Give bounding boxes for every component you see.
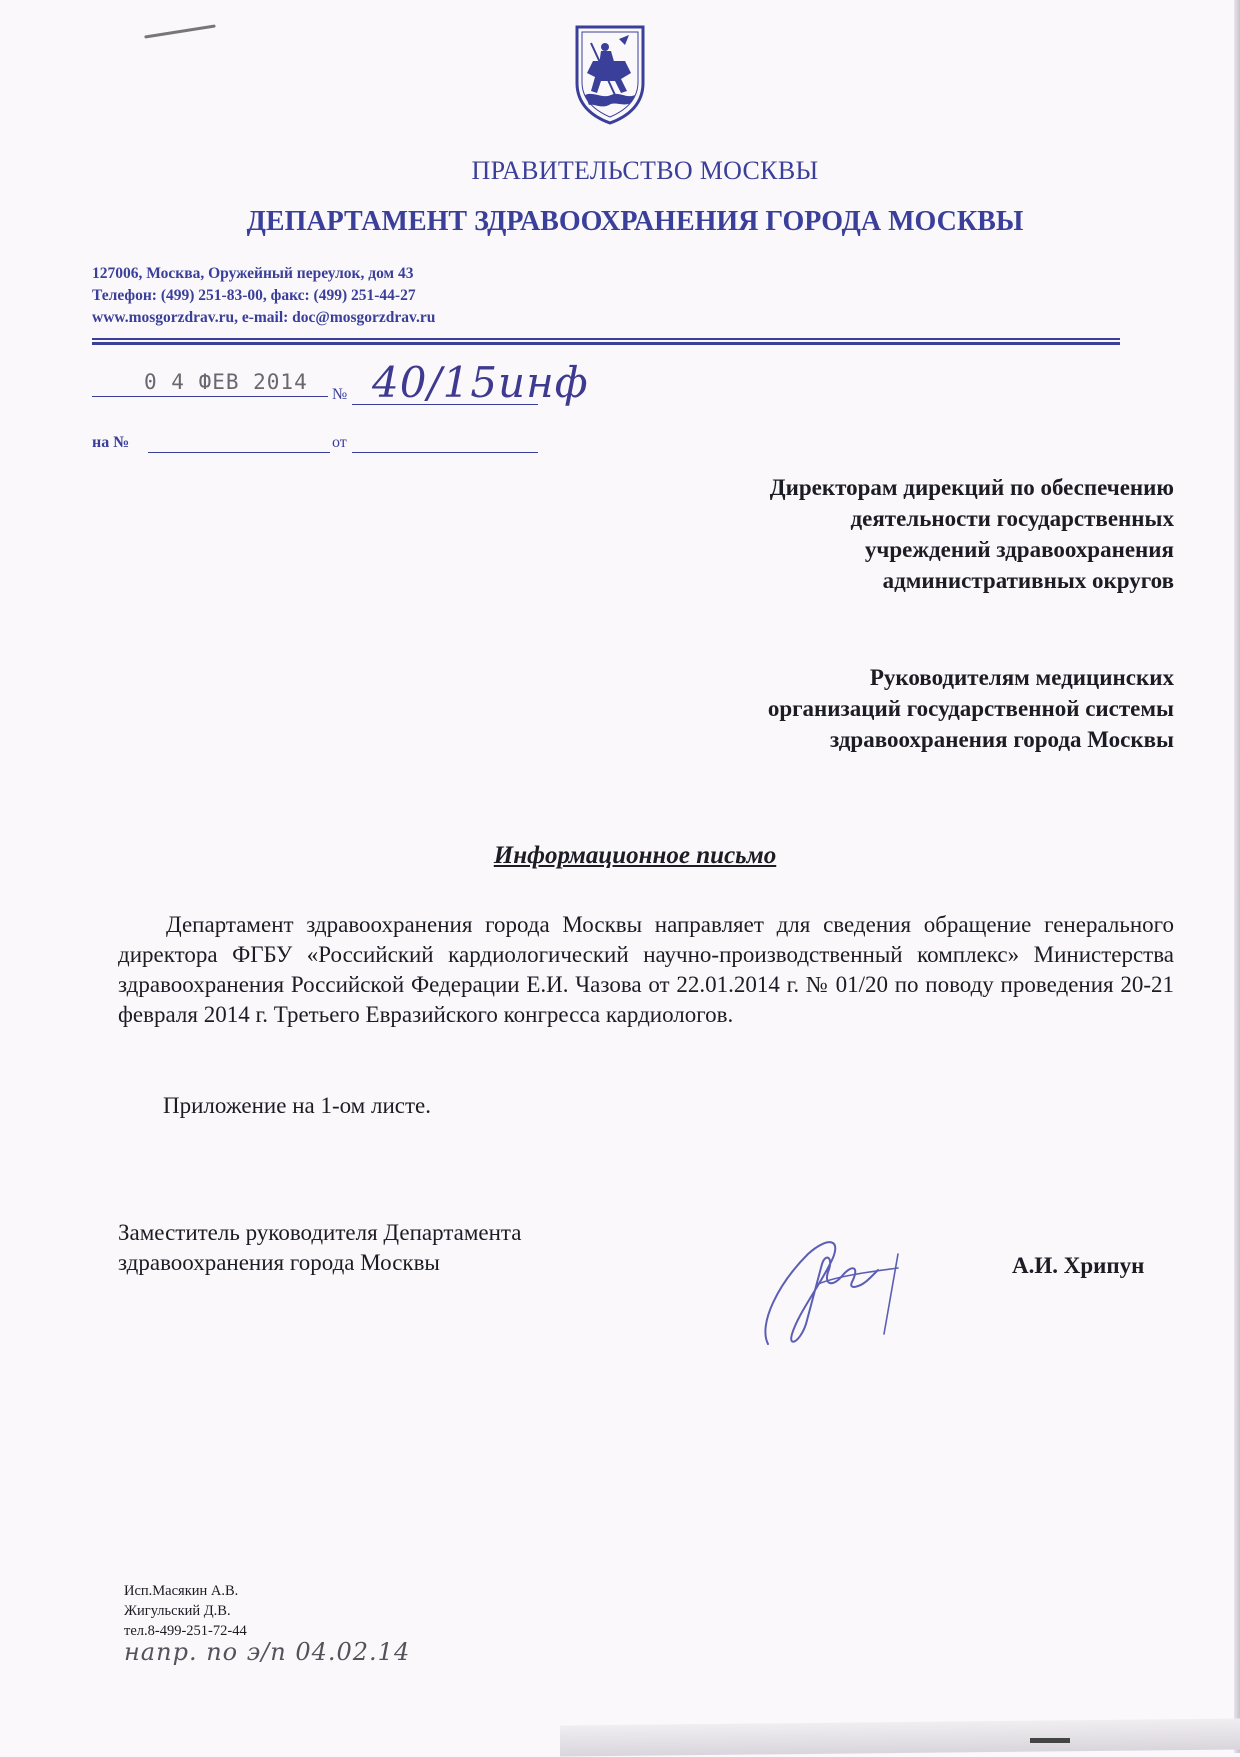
executors-block (124, 1581, 247, 1641)
registration-date-stamp: 0 4 ФЕВ 2014 (144, 370, 308, 394)
handwritten-signature (748, 1224, 978, 1354)
addressee-block-directors (770, 472, 1174, 596)
addressee-line: административных округов (882, 568, 1174, 593)
signer-position-line: здравоохранения города Москвы (118, 1250, 440, 1275)
scan-mark (144, 24, 216, 38)
reference-from-underline (352, 452, 538, 453)
addressee-line: деятельности государственных (850, 506, 1174, 531)
executor-phone: тел.8-499-251-72-44 (124, 1623, 247, 1639)
department-phone: Телефон: (499) 251-83-00, факс: (499) 251-44-27 (92, 287, 416, 304)
addressee-line: Директорам дирекций по обеспечению (769, 475, 1174, 500)
reference-number-underline (148, 452, 330, 453)
date-underline (92, 396, 328, 397)
registration-number-handwritten: 40/15инф (372, 358, 589, 407)
addressee-line: Руководителям медицинских (869, 665, 1174, 690)
addressee-line: учреждений здравоохранения (864, 537, 1174, 562)
government-title: ПРАВИТЕЛЬСТВО МОСКВЫ (471, 156, 819, 185)
under-sheet (560, 1718, 1240, 1756)
reference-from-label: от (332, 434, 347, 451)
registration-number-label: № (332, 386, 348, 403)
addressee-line: здравоохранения города Москвы (829, 727, 1174, 752)
page-edge (1234, 0, 1240, 1753)
signer-position (118, 1218, 521, 1278)
letter-body: Департамент здравоохранения города Москвы направляет для сведения обращение генерального директора ФГБУ «Российский кардиологический научно-производственный комплекс» Министерства здравоохранения Российской Федерации Е.И. Чазова от 22.01.2014 г. № 01/20 по поводу проведения 20-21 февраля 2014 г. Третьего Евразийского конгресса кардиологов. (118, 912, 1174, 1027)
addressee-block-heads (768, 662, 1174, 755)
signer-name: А.И. Хрипун (1012, 1253, 1145, 1278)
header-divider (92, 338, 1120, 345)
department-contacts (92, 263, 435, 329)
department-address: 127006, Москва, Оружейный переулок, дом 43 (92, 265, 414, 282)
department-web: www.mosgorzdrav.ru, e-mail: doc@mosgorzdrav.ru (92, 309, 436, 326)
page-marker (1030, 1738, 1070, 1743)
addressee-line: организаций государственной системы (767, 696, 1174, 721)
executor-line: Жигульский Д.В. (124, 1603, 231, 1619)
handwritten-note: напр. по э/п 04.02.14 (124, 1638, 411, 1666)
executor-line: Исп.Масякин А.В. (124, 1583, 239, 1599)
department-title: ДЕПАРТАМЕНТ ЗДРАВООХРАНЕНИЯ ГОРОДА МОСКВЫ (246, 206, 1024, 237)
letter-title: Информационное письмо (493, 842, 777, 869)
signer-position-line: Заместитель руководителя Департамента (118, 1220, 522, 1245)
moscow-coat-of-arms-icon (571, 21, 649, 125)
attachment-note: Приложение на 1-ом листе. (163, 1093, 431, 1118)
reference-number-label: на № (92, 434, 130, 451)
